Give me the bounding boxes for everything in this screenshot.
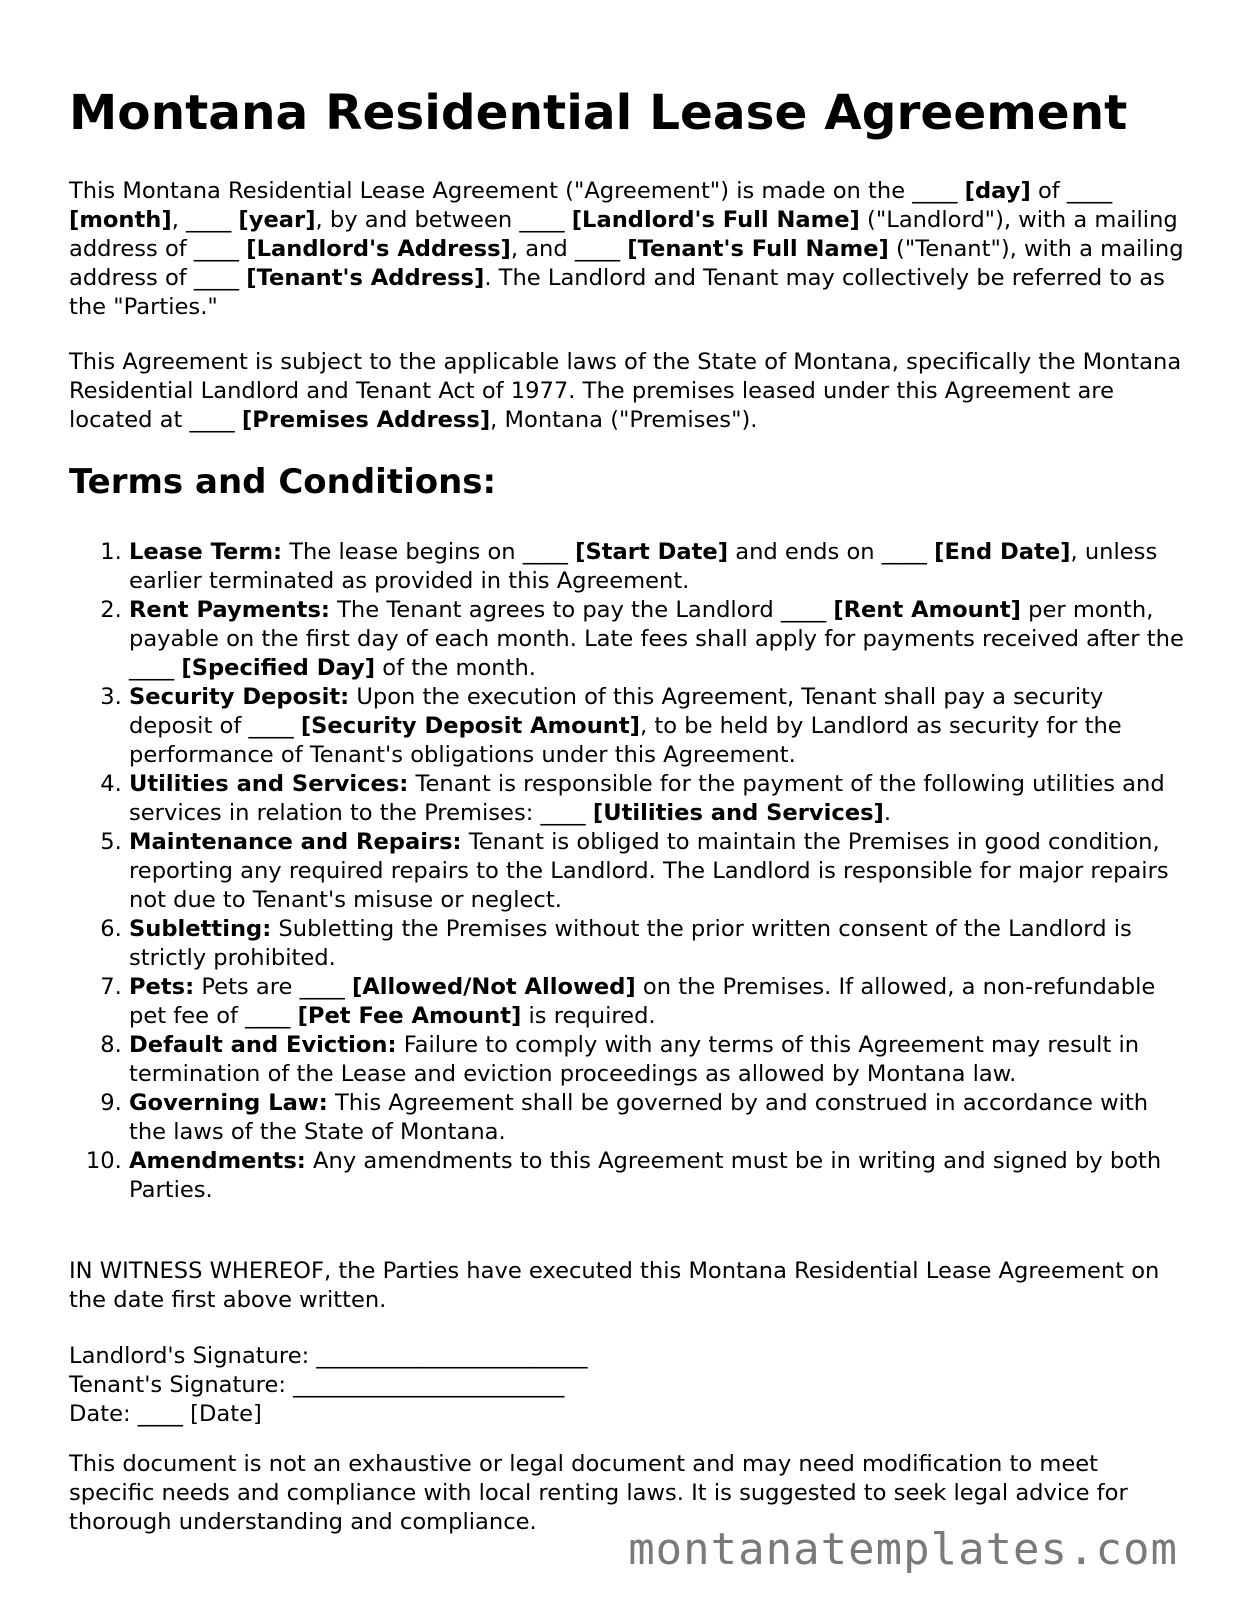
premises-address-field: [Premises Address] xyxy=(241,407,491,433)
term-item-amendments xyxy=(129,1147,1189,1205)
intro-text: ("Tenant"), with a mailing address of ____ xyxy=(69,236,1184,291)
day-field: [day] xyxy=(964,178,1031,204)
term-text: of the month. xyxy=(375,655,536,681)
term-text: and ends on ____ xyxy=(728,539,935,565)
term-item-pets xyxy=(129,973,1189,1031)
intro-text: , ____ xyxy=(171,207,239,233)
term-label: Pets: xyxy=(129,974,195,1000)
security-deposit-field: [Security Deposit Amount] xyxy=(300,713,640,739)
landlord-address-field: [Landlord's Address] xyxy=(246,236,511,262)
disclaimer-paragraph: This document is not an exhaustive or legal document and may need modification to meet specific needs and compliance with local renting laws. It is suggested to seek legal advice for thorough understanding and compliance. xyxy=(69,1451,1128,1535)
term-label: Amendments: xyxy=(129,1148,306,1174)
intro-text: ("Landlord"), with a mailing address of ____ xyxy=(69,207,1178,262)
term-label: Security Deposit: xyxy=(129,684,350,710)
landlord-signature-line: Landlord's Signature: ________________________ xyxy=(69,1343,588,1369)
term-text: Subletting the Premises without the prior written consent of the Landlord is strictly prohibited. xyxy=(129,916,1132,971)
subject-text: This Agreement is subject to the applicable laws of the State of Montana, specifically the Montana Residential Landlord and Tenant Act of 1977. The premises leased under this Agreement are located at ____ xyxy=(69,349,1182,433)
signature-block xyxy=(69,1342,1189,1429)
tenant-address-field: [Tenant's Address] xyxy=(246,265,485,291)
term-text: on the Premises. If allowed, a non-refundable pet fee of ____ xyxy=(129,974,1156,1029)
term-text: Tenant is obliged to maintain the Premises in good condition, reporting any required repairs to the Landlord. The Landlord is responsible for major repairs not due to Tenant's misuse or neglect. xyxy=(129,829,1169,913)
rent-amount-field: [Rent Amount] xyxy=(833,597,1021,623)
intro-text: This Montana Residential Lease Agreement ("Agreement") is made on the ____ xyxy=(69,178,965,204)
intro-text: , and ____ xyxy=(510,236,628,262)
term-text: Failure to comply with any terms of this Agreement may result in termination of the Lease and eviction proceedings as allowed by Montana law. xyxy=(129,1032,1140,1087)
pet-fee-field: [Pet Fee Amount] xyxy=(297,1003,522,1029)
term-text: This Agreement shall be governed by and construed in accordance with the laws of the State of Montana. xyxy=(129,1090,1149,1145)
term-text: . xyxy=(883,800,892,826)
term-label: Default and Eviction: xyxy=(129,1032,397,1058)
intro-text: , by and between ____ xyxy=(315,207,572,233)
pets-allowed-field: [Allowed/Not Allowed] xyxy=(351,974,636,1000)
intro-paragraph xyxy=(69,177,1189,322)
landlord-name-field: [Landlord's Full Name] xyxy=(571,207,860,233)
year-field: [year] xyxy=(238,207,316,233)
site-watermark: montanatemplates.com xyxy=(628,1524,1178,1575)
term-text: , to be held by Landlord as security for the performance of Tenant's obligations under this Agreement. xyxy=(129,713,1122,768)
intro-text: of ____ xyxy=(1030,178,1113,204)
term-text: Any amendments to this Agreement must be in writing and signed by both Parties. xyxy=(129,1148,1162,1203)
terms-heading: Terms and Conditions: xyxy=(69,462,497,502)
term-item-subletting xyxy=(129,915,1189,973)
witness-paragraph: IN WITNESS WHEREOF, the Parties have executed this Montana Residential Lease Agreement on the date first above written. xyxy=(69,1258,1160,1313)
term-item-security-deposit xyxy=(129,683,1189,770)
tenant-signature-line: Tenant's Signature: ________________________ xyxy=(69,1372,565,1398)
tenant-name-field: [Tenant's Full Name] xyxy=(627,236,889,262)
term-item-rent-payments xyxy=(129,596,1189,683)
terms-list xyxy=(69,538,1189,1205)
term-label: Maintenance and Repairs: xyxy=(129,829,462,855)
term-item-default-eviction xyxy=(129,1031,1189,1089)
term-item-lease-term xyxy=(129,538,1189,596)
term-label: Rent Payments: xyxy=(129,597,330,623)
month-field: [month] xyxy=(69,207,172,233)
term-label: Utilities and Services: xyxy=(129,771,409,797)
term-text: The lease begins on ____ xyxy=(282,539,576,565)
term-item-utilities xyxy=(129,770,1189,828)
date-line: Date: ____ [Date] xyxy=(69,1401,262,1427)
end-date-field: [End Date] xyxy=(934,539,1071,565)
term-item-governing-law xyxy=(129,1089,1189,1147)
term-text: The Tenant agrees to pay the Landlord ____ xyxy=(329,597,834,623)
document-title: Montana Residential Lease Agreement xyxy=(69,85,1128,141)
specified-day-field: [Specified Day] xyxy=(181,655,376,681)
term-label: Lease Term: xyxy=(129,539,283,565)
term-label: Governing Law: xyxy=(129,1090,328,1116)
subject-paragraph xyxy=(69,348,1189,435)
term-text: , unless earlier terminated as provided in this Agreement. xyxy=(129,539,1158,594)
start-date-field: [Start Date] xyxy=(575,539,729,565)
term-item-maintenance xyxy=(129,828,1189,915)
term-text: Pets are ____ xyxy=(194,974,352,1000)
term-text: is required. xyxy=(521,1003,656,1029)
intro-text: . The Landlord and Tenant may collectively be referred to as the "Parties." xyxy=(69,265,1165,320)
term-text: Upon the execution of this Agreement, Tenant shall pay a security deposit of ____ xyxy=(129,684,1104,739)
term-text: Tenant is responsible for the payment of the following utilities and services in relation to the Premises: ____ xyxy=(129,771,1165,826)
term-text: per month, payable on the first day of each month. Late fees shall apply for payments received after the ____ xyxy=(129,597,1184,681)
utilities-field: [Utilities and Services] xyxy=(592,800,884,826)
term-label: Subletting: xyxy=(129,916,272,942)
subject-text: , Montana ("Premises"). xyxy=(490,407,758,433)
